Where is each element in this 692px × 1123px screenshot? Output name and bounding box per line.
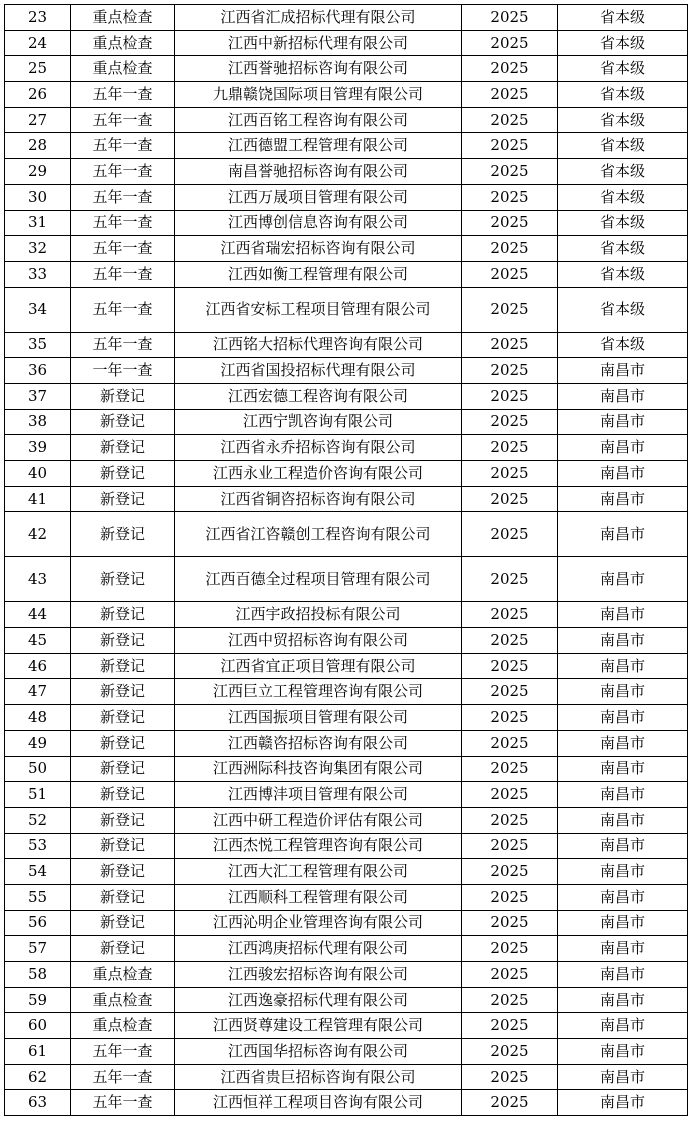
table-row [5, 486, 688, 512]
table-row [5, 884, 688, 910]
year-cell: 2025 [462, 602, 558, 628]
region-cell: 南昌市 [558, 859, 688, 885]
table-row [5, 159, 688, 185]
company-name-cell: 江西如衡工程管理有限公司 [175, 261, 462, 287]
year-cell: 2025 [462, 859, 558, 885]
inspection-type-cell: 五年一查 [71, 236, 175, 262]
company-name-cell: 江西省瑞宏招标咨询有限公司 [175, 236, 462, 262]
company-name-cell: 江西杰悦工程管理咨询有限公司 [175, 833, 462, 859]
year-cell: 2025 [462, 557, 558, 602]
row-number-cell: 58 [5, 962, 71, 988]
region-cell: 南昌市 [558, 461, 688, 487]
company-name-cell: 江西省国投招标代理有限公司 [175, 358, 462, 384]
inspection-type-cell: 新登记 [71, 884, 175, 910]
table-row [5, 859, 688, 885]
row-number-cell: 35 [5, 332, 71, 358]
inspection-type-cell: 新登记 [71, 705, 175, 731]
year-cell: 2025 [462, 653, 558, 679]
table-row [5, 358, 688, 384]
year-cell: 2025 [462, 435, 558, 461]
region-cell: 省本级 [558, 56, 688, 82]
table-row [5, 936, 688, 962]
table-row [5, 910, 688, 936]
region-cell: 南昌市 [558, 435, 688, 461]
inspection-type-cell: 五年一查 [71, 107, 175, 133]
region-cell: 南昌市 [558, 486, 688, 512]
company-name-cell: 江西洲际科技咨询集团有限公司 [175, 756, 462, 782]
table-row [5, 287, 688, 332]
company-name-cell: 江西鸿庚招标代理有限公司 [175, 936, 462, 962]
table-row [5, 30, 688, 56]
year-cell: 2025 [462, 184, 558, 210]
table-row [5, 512, 688, 557]
inspection-type-cell: 五年一查 [71, 1064, 175, 1090]
row-number-cell: 24 [5, 30, 71, 56]
year-cell: 2025 [462, 987, 558, 1013]
region-cell: 南昌市 [558, 628, 688, 654]
table-row [5, 705, 688, 731]
year-cell: 2025 [462, 409, 558, 435]
year-cell: 2025 [462, 936, 558, 962]
table-row [5, 236, 688, 262]
table-row [5, 557, 688, 602]
row-number-cell: 60 [5, 1013, 71, 1039]
row-number-cell: 46 [5, 653, 71, 679]
inspection-type-cell: 新登记 [71, 383, 175, 409]
row-number-cell: 28 [5, 133, 71, 159]
year-cell: 2025 [462, 884, 558, 910]
row-number-cell: 48 [5, 705, 71, 731]
inspection-type-cell: 五年一查 [71, 287, 175, 332]
row-number-cell: 43 [5, 557, 71, 602]
inspection-type-cell: 重点检查 [71, 962, 175, 988]
region-cell: 南昌市 [558, 557, 688, 602]
year-cell: 2025 [462, 383, 558, 409]
row-number-cell: 57 [5, 936, 71, 962]
row-number-cell: 56 [5, 910, 71, 936]
year-cell: 2025 [462, 1039, 558, 1065]
region-cell: 南昌市 [558, 936, 688, 962]
region-cell: 省本级 [558, 159, 688, 185]
inspection-type-cell: 新登记 [71, 859, 175, 885]
inspection-type-cell: 五年一查 [71, 133, 175, 159]
company-name-cell: 江西中研工程造价评估有限公司 [175, 807, 462, 833]
row-number-cell: 51 [5, 782, 71, 808]
company-name-cell: 江西博沣项目管理有限公司 [175, 782, 462, 808]
region-cell: 省本级 [558, 236, 688, 262]
table-row [5, 409, 688, 435]
company-name-cell: 江西顺科工程管理有限公司 [175, 884, 462, 910]
year-cell: 2025 [462, 910, 558, 936]
table-row [5, 602, 688, 628]
inspection-type-cell: 新登记 [71, 628, 175, 654]
company-name-cell: 江西铭大招标代理咨询有限公司 [175, 332, 462, 358]
year-cell: 2025 [462, 705, 558, 731]
table-row [5, 987, 688, 1013]
company-name-cell: 江西誉驰招标咨询有限公司 [175, 56, 462, 82]
region-cell: 省本级 [558, 30, 688, 56]
inspection-type-cell: 新登记 [71, 435, 175, 461]
table-row [5, 56, 688, 82]
company-name-cell: 江西德盟工程管理有限公司 [175, 133, 462, 159]
row-number-cell: 61 [5, 1039, 71, 1065]
row-number-cell: 47 [5, 679, 71, 705]
year-cell: 2025 [462, 679, 558, 705]
row-number-cell: 30 [5, 184, 71, 210]
region-cell: 省本级 [558, 82, 688, 108]
inspection-type-cell: 新登记 [71, 756, 175, 782]
company-name-cell: 江西恒祥工程项目咨询有限公司 [175, 1090, 462, 1116]
region-cell: 南昌市 [558, 1039, 688, 1065]
year-cell: 2025 [462, 512, 558, 557]
table-row [5, 184, 688, 210]
company-name-cell: 江西省贵巨招标咨询有限公司 [175, 1064, 462, 1090]
company-name-cell: 江西中贸招标咨询有限公司 [175, 628, 462, 654]
region-cell: 南昌市 [558, 1090, 688, 1116]
inspection-type-cell: 五年一查 [71, 184, 175, 210]
company-name-cell: 江西省宜正项目管理有限公司 [175, 653, 462, 679]
row-number-cell: 32 [5, 236, 71, 262]
year-cell: 2025 [462, 486, 558, 512]
year-cell: 2025 [462, 461, 558, 487]
table-row [5, 782, 688, 808]
region-cell: 省本级 [558, 287, 688, 332]
company-name-cell: 江西赣咨招标咨询有限公司 [175, 730, 462, 756]
region-cell: 南昌市 [558, 910, 688, 936]
region-cell: 南昌市 [558, 1013, 688, 1039]
table-row [5, 628, 688, 654]
row-number-cell: 39 [5, 435, 71, 461]
year-cell: 2025 [462, 1013, 558, 1039]
company-name-cell: 九鼎赣饶国际项目管理有限公司 [175, 82, 462, 108]
inspection-type-cell: 重点检查 [71, 987, 175, 1013]
region-cell: 南昌市 [558, 512, 688, 557]
company-name-cell: 江西博创信息咨询有限公司 [175, 210, 462, 236]
year-cell: 2025 [462, 332, 558, 358]
row-number-cell: 36 [5, 358, 71, 384]
company-name-cell: 江西国华招标咨询有限公司 [175, 1039, 462, 1065]
region-cell: 南昌市 [558, 782, 688, 808]
company-name-cell: 江西国振项目管理有限公司 [175, 705, 462, 731]
inspection-type-cell: 重点检查 [71, 5, 175, 31]
region-cell: 南昌市 [558, 383, 688, 409]
row-number-cell: 29 [5, 159, 71, 185]
inspection-type-cell: 一年一查 [71, 358, 175, 384]
region-cell: 南昌市 [558, 602, 688, 628]
inspection-type-cell: 新登记 [71, 409, 175, 435]
inspection-type-cell: 五年一查 [71, 1090, 175, 1116]
inspection-type-cell: 新登记 [71, 807, 175, 833]
year-cell: 2025 [462, 1090, 558, 1116]
table-row [5, 962, 688, 988]
table-row [5, 332, 688, 358]
company-name-cell: 江西百铭工程咨询有限公司 [175, 107, 462, 133]
year-cell: 2025 [462, 236, 558, 262]
inspection-type-cell: 五年一查 [71, 332, 175, 358]
year-cell: 2025 [462, 287, 558, 332]
year-cell: 2025 [462, 261, 558, 287]
company-name-cell: 江西沁明企业管理咨询有限公司 [175, 910, 462, 936]
year-cell: 2025 [462, 159, 558, 185]
inspection-type-cell: 新登记 [71, 782, 175, 808]
row-number-cell: 62 [5, 1064, 71, 1090]
inspection-type-cell: 新登记 [71, 512, 175, 557]
region-cell: 南昌市 [558, 1064, 688, 1090]
year-cell: 2025 [462, 56, 558, 82]
table-body [5, 5, 688, 1116]
inspection-type-cell: 新登记 [71, 936, 175, 962]
table-row [5, 833, 688, 859]
row-number-cell: 50 [5, 756, 71, 782]
row-number-cell: 27 [5, 107, 71, 133]
inspection-type-cell: 五年一查 [71, 159, 175, 185]
table-row [5, 756, 688, 782]
table-row [5, 807, 688, 833]
company-name-cell: 江西逸豪招标代理有限公司 [175, 987, 462, 1013]
inspection-type-cell: 新登记 [71, 557, 175, 602]
row-number-cell: 49 [5, 730, 71, 756]
year-cell: 2025 [462, 756, 558, 782]
region-cell: 南昌市 [558, 679, 688, 705]
company-name-cell: 江西永业工程造价咨询有限公司 [175, 461, 462, 487]
row-number-cell: 31 [5, 210, 71, 236]
table-row [5, 1039, 688, 1065]
region-cell: 省本级 [558, 5, 688, 31]
table-row [5, 1090, 688, 1116]
region-cell: 南昌市 [558, 833, 688, 859]
row-number-cell: 55 [5, 884, 71, 910]
table-row [5, 1064, 688, 1090]
inspection-type-cell: 新登记 [71, 833, 175, 859]
year-cell: 2025 [462, 5, 558, 31]
year-cell: 2025 [462, 807, 558, 833]
row-number-cell: 38 [5, 409, 71, 435]
year-cell: 2025 [462, 782, 558, 808]
row-number-cell: 26 [5, 82, 71, 108]
company-name-cell: 南昌誉驰招标咨询有限公司 [175, 159, 462, 185]
year-cell: 2025 [462, 962, 558, 988]
region-cell: 南昌市 [558, 756, 688, 782]
company-name-cell: 江西省汇成招标代理有限公司 [175, 5, 462, 31]
company-name-cell: 江西宁凯咨询有限公司 [175, 409, 462, 435]
year-cell: 2025 [462, 730, 558, 756]
year-cell: 2025 [462, 358, 558, 384]
region-cell: 南昌市 [558, 705, 688, 731]
table-row [5, 210, 688, 236]
region-cell: 南昌市 [558, 653, 688, 679]
row-number-cell: 25 [5, 56, 71, 82]
row-number-cell: 42 [5, 512, 71, 557]
inspection-type-cell: 五年一查 [71, 261, 175, 287]
table-row [5, 679, 688, 705]
table-row [5, 1013, 688, 1039]
inspection-type-cell: 新登记 [71, 486, 175, 512]
inspection-type-cell: 新登记 [71, 910, 175, 936]
region-cell: 省本级 [558, 184, 688, 210]
year-cell: 2025 [462, 1064, 558, 1090]
company-name-cell: 江西中新招标代理有限公司 [175, 30, 462, 56]
table-row [5, 107, 688, 133]
region-cell: 省本级 [558, 107, 688, 133]
inspection-type-cell: 新登记 [71, 653, 175, 679]
company-name-cell: 江西省江咨赣创工程咨询有限公司 [175, 512, 462, 557]
region-cell: 省本级 [558, 261, 688, 287]
row-number-cell: 45 [5, 628, 71, 654]
company-name-cell: 江西百德全过程项目管理有限公司 [175, 557, 462, 602]
table-row [5, 5, 688, 31]
company-name-cell: 江西万晟项目管理有限公司 [175, 184, 462, 210]
region-cell: 省本级 [558, 133, 688, 159]
row-number-cell: 37 [5, 383, 71, 409]
row-number-cell: 33 [5, 261, 71, 287]
table-row [5, 133, 688, 159]
row-number-cell: 23 [5, 5, 71, 31]
table-row [5, 261, 688, 287]
company-name-cell: 江西宏德工程咨询有限公司 [175, 383, 462, 409]
inspection-type-cell: 重点检查 [71, 30, 175, 56]
row-number-cell: 53 [5, 833, 71, 859]
region-cell: 南昌市 [558, 730, 688, 756]
company-name-cell: 江西省安标工程项目管理有限公司 [175, 287, 462, 332]
company-name-cell: 江西省永乔招标咨询有限公司 [175, 435, 462, 461]
inspection-type-cell: 五年一查 [71, 1039, 175, 1065]
year-cell: 2025 [462, 82, 558, 108]
row-number-cell: 59 [5, 987, 71, 1013]
table-row [5, 653, 688, 679]
row-number-cell: 40 [5, 461, 71, 487]
region-cell: 南昌市 [558, 987, 688, 1013]
inspection-type-cell: 五年一查 [71, 210, 175, 236]
region-cell: 南昌市 [558, 409, 688, 435]
region-cell: 省本级 [558, 210, 688, 236]
region-cell: 省本级 [558, 332, 688, 358]
year-cell: 2025 [462, 133, 558, 159]
row-number-cell: 52 [5, 807, 71, 833]
inspection-table [4, 4, 688, 1116]
company-name-cell: 江西宇政招投标有限公司 [175, 602, 462, 628]
row-number-cell: 44 [5, 602, 71, 628]
region-cell: 南昌市 [558, 358, 688, 384]
year-cell: 2025 [462, 210, 558, 236]
company-name-cell: 江西贤尊建设工程管理有限公司 [175, 1013, 462, 1039]
inspection-type-cell: 新登记 [71, 730, 175, 756]
company-name-cell: 江西省铜咨招标咨询有限公司 [175, 486, 462, 512]
table-row [5, 383, 688, 409]
table-row [5, 82, 688, 108]
region-cell: 南昌市 [558, 884, 688, 910]
table-row [5, 461, 688, 487]
inspection-type-cell: 五年一查 [71, 82, 175, 108]
row-number-cell: 41 [5, 486, 71, 512]
company-name-cell: 江西骏宏招标咨询有限公司 [175, 962, 462, 988]
company-name-cell: 江西巨立工程管理咨询有限公司 [175, 679, 462, 705]
year-cell: 2025 [462, 833, 558, 859]
inspection-type-cell: 重点检查 [71, 1013, 175, 1039]
row-number-cell: 63 [5, 1090, 71, 1116]
row-number-cell: 54 [5, 859, 71, 885]
inspection-type-cell: 新登记 [71, 461, 175, 487]
inspection-type-cell: 新登记 [71, 679, 175, 705]
year-cell: 2025 [462, 107, 558, 133]
region-cell: 南昌市 [558, 807, 688, 833]
table-row [5, 435, 688, 461]
table-row [5, 730, 688, 756]
year-cell: 2025 [462, 30, 558, 56]
year-cell: 2025 [462, 628, 558, 654]
row-number-cell: 34 [5, 287, 71, 332]
company-name-cell: 江西大汇工程管理有限公司 [175, 859, 462, 885]
inspection-type-cell: 新登记 [71, 602, 175, 628]
region-cell: 南昌市 [558, 962, 688, 988]
inspection-type-cell: 重点检查 [71, 56, 175, 82]
